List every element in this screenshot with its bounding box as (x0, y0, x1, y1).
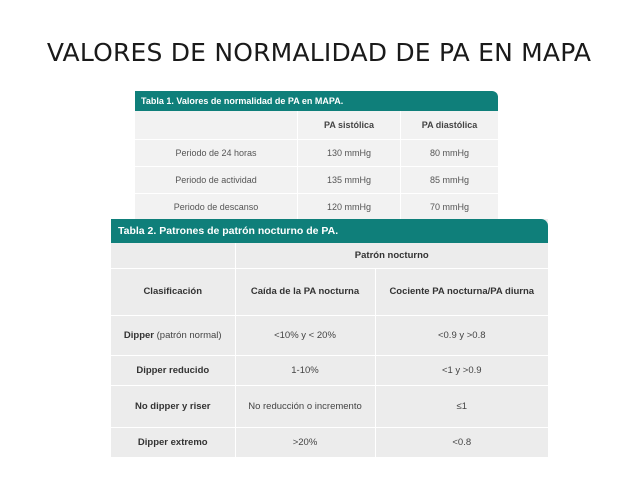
table-2-group-header: Patrón nocturno (235, 243, 548, 268)
table-cell: <0.8 (375, 427, 548, 457)
table-cell: 130 mmHg (298, 140, 401, 167)
table-2-header-cell: Caída de la PA nocturna (235, 268, 375, 315)
table-cell: >20% (235, 427, 375, 457)
table-1-grid (135, 111, 498, 221)
table-row (111, 427, 548, 457)
table-row (135, 194, 498, 221)
table-cell: Periodo de actividad (135, 167, 298, 194)
table-cell: Periodo de descanso (135, 194, 298, 221)
table-1-header-cell: PA diastólica (401, 111, 499, 140)
table-cell: Periodo de 24 horas (135, 140, 298, 167)
table-cell: <1 y >0.9 (375, 355, 548, 385)
classification-note: (patrón normal) (154, 329, 222, 341)
classification-label: Dipper reducido (136, 364, 210, 376)
table-1-header-cell: PA sistólica (298, 111, 401, 140)
table-row (135, 140, 498, 167)
table-1-header-cell (135, 111, 298, 140)
table-1-header-row (135, 111, 498, 140)
table-2-grid (111, 243, 548, 458)
table-cell (111, 385, 235, 427)
classification-label: Dipper (123, 329, 154, 341)
table-cell: No reducción o incremento (235, 385, 375, 427)
table-cell: <10% y < 20% (235, 315, 375, 355)
table-cell: <0.9 y >0.8 (375, 315, 548, 355)
table-2-header-row (111, 268, 548, 315)
classification-label: No dipper y riser (135, 400, 211, 412)
table-row (111, 315, 548, 355)
table-cell: 120 mmHg (298, 194, 401, 221)
table-2-group-header-row (111, 243, 548, 268)
classification-label: Dipper extremo (137, 436, 208, 448)
table-2-header-cell: Cociente PA nocturna/PA diurna (375, 268, 548, 315)
table-row (111, 355, 548, 385)
table-2 (111, 219, 548, 458)
table-cell (111, 427, 235, 457)
table-cell: 80 mmHg (401, 140, 499, 167)
table-cell: 85 mmHg (401, 167, 499, 194)
slide-title: VALORES DE NORMALIDAD DE PA EN MAPA (46, 38, 592, 67)
table-2-title: Tabla 2. Patrones de patrón nocturno de PA. (111, 219, 548, 243)
table-2-empty-cell (111, 243, 235, 268)
table-cell: ≤1 (375, 385, 548, 427)
table-cell (111, 355, 235, 385)
table-cell: 135 mmHg (298, 167, 401, 194)
table-1-title: Tabla 1. Valores de normalidad de PA en MAPA. (135, 91, 498, 111)
table-2-header-cell: Clasificación (111, 268, 235, 315)
table-cell: 1-10% (235, 355, 375, 385)
table-cell (111, 315, 235, 355)
table-row (111, 385, 548, 427)
table-1 (135, 91, 498, 221)
table-row (135, 167, 498, 194)
table-cell: 70 mmHg (401, 194, 499, 221)
